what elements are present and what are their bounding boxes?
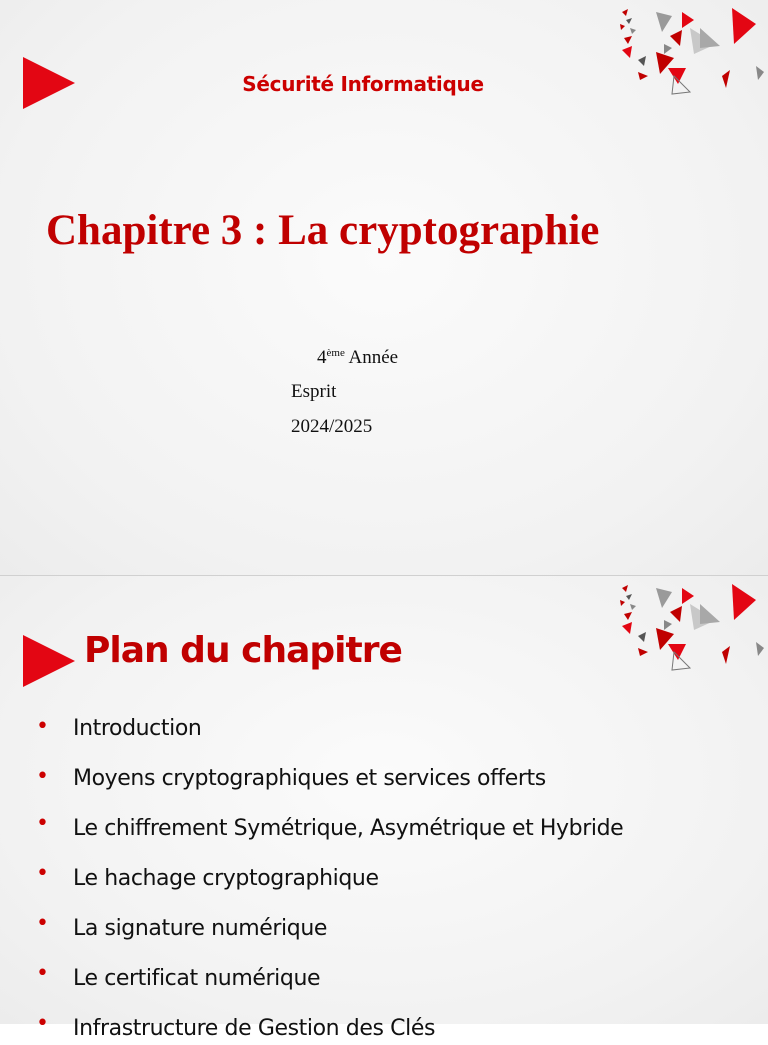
year-level bbox=[317, 347, 398, 369]
bullet-icon: • bbox=[36, 1011, 49, 1036]
list-item-label: Le hachage cryptographique bbox=[73, 866, 379, 891]
bullet-icon: • bbox=[36, 811, 49, 836]
bullet-icon: • bbox=[36, 911, 49, 936]
list-item bbox=[0, 715, 740, 745]
bullet-icon: • bbox=[36, 714, 49, 739]
chapter-title: Chapitre 3 : La cryptographie bbox=[46, 207, 600, 254]
list-item-label: Moyens cryptographiques et services offerts bbox=[73, 766, 546, 791]
list-item-label: Le certificat numérique bbox=[73, 966, 321, 991]
plan-title: Plan du chapitre bbox=[84, 630, 402, 671]
list-item-label: Introduction bbox=[73, 716, 202, 741]
year-suffix: ème bbox=[326, 347, 345, 359]
list-item-label: Le chiffrement Symétrique, Asymétrique et Hybride bbox=[73, 816, 624, 841]
school-name: Esprit bbox=[291, 381, 337, 402]
red-triangle-arrow-icon bbox=[23, 635, 77, 687]
outline-slide bbox=[0, 576, 768, 1041]
list-item bbox=[0, 961, 740, 995]
bullet-icon: • bbox=[36, 961, 49, 986]
list-item bbox=[0, 861, 740, 895]
course-title: Sécurité Informatique bbox=[242, 72, 484, 96]
list-item bbox=[0, 765, 740, 795]
academic-year: 2024/2025 bbox=[291, 416, 373, 437]
list-item-label: La signature numérique bbox=[73, 916, 328, 941]
list-item bbox=[0, 1011, 740, 1045]
list-item bbox=[0, 911, 740, 945]
bullet-icon: • bbox=[36, 764, 49, 789]
list-item-label: Infrastructure de Gestion des Clés bbox=[73, 1016, 436, 1041]
triangle-pattern-decoration bbox=[612, 582, 768, 674]
year-number: 4 bbox=[317, 347, 327, 368]
list-item bbox=[0, 811, 740, 845]
bullet-icon: • bbox=[36, 861, 49, 886]
year-word: Année bbox=[348, 347, 399, 368]
